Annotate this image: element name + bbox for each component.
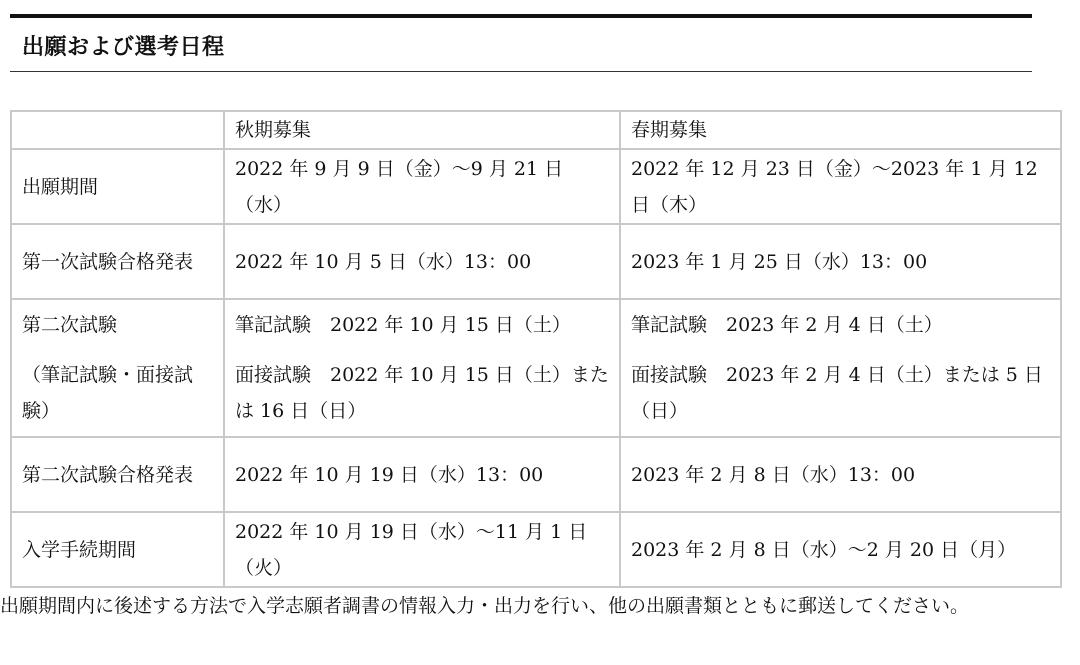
header-cell-empty [11,111,224,149]
cell-spring-second-exam [620,299,1061,437]
spring-interview-exam: 面接試験 2023 年 2 月 4 日（土）または 5 日（日） [631,364,1043,422]
table-row-application-period [11,149,1061,224]
row-label-enrollment-period: 入学手続期間 [11,512,224,587]
row-label-second-exam-result: 第二次試験合格発表 [11,437,224,512]
autumn-written-exam: 筆記試験 2022 年 10 月 15 日（土） [235,314,571,336]
section-title: 出願および選考日程 [22,35,225,60]
table-row-enrollment-period [11,512,1061,587]
cell-spring-enrollment-period: 2023 年 2 月 8 日（水）〜2 月 20 日（月） [620,512,1061,587]
table-row-second-exam [11,299,1061,437]
schedule-table [10,110,1062,588]
cell-autumn-second-exam-result: 2022 年 10 月 19 日（水）13：00 [224,437,620,512]
application-note: 出願期間内に後述する方法で入学志願者調書の情報入力・出力を行い、他の出願書類とともに郵送してください。 [0,595,970,617]
header-cell-spring: 春期募集 [620,111,1061,149]
row-label-second-exam-line1: 第二次試験 [22,314,118,336]
section-header [10,14,1032,72]
table-header-row [11,111,1061,149]
header-cell-autumn: 秋期募集 [224,111,620,149]
cell-spring-application-period: 2022 年 12 月 23 日（金）〜2023 年 1 月 12 日（木） [620,149,1061,224]
row-label-application-period: 出願期間 [11,149,224,224]
cell-autumn-application-period: 2022 年 9 月 9 日（金）〜9 月 21 日（水） [224,149,620,224]
autumn-interview-exam: 面接試験 2022 年 10 月 15 日（土）または 16 日（日） [235,364,609,422]
spring-written-exam: 筆記試験 2023 年 2 月 4 日（土） [631,314,943,336]
row-label-second-exam-line2: （筆記試験・面接試験） [22,364,194,422]
table-row-first-exam-result [11,224,1061,299]
cell-spring-second-exam-result: 2023 年 2 月 8 日（水）13：00 [620,437,1061,512]
row-label-second-exam [11,299,224,437]
cell-spring-first-exam-result: 2023 年 1 月 25 日（水）13：00 [620,224,1061,299]
row-label-first-exam-result: 第一次試験合格発表 [11,224,224,299]
cell-autumn-first-exam-result: 2022 年 10 月 5 日（水）13：00 [224,224,620,299]
cell-autumn-enrollment-period: 2022 年 10 月 19 日（水）〜11 月 1 日（火） [224,512,620,587]
cell-autumn-second-exam [224,299,620,437]
table-row-second-exam-result [11,437,1061,512]
